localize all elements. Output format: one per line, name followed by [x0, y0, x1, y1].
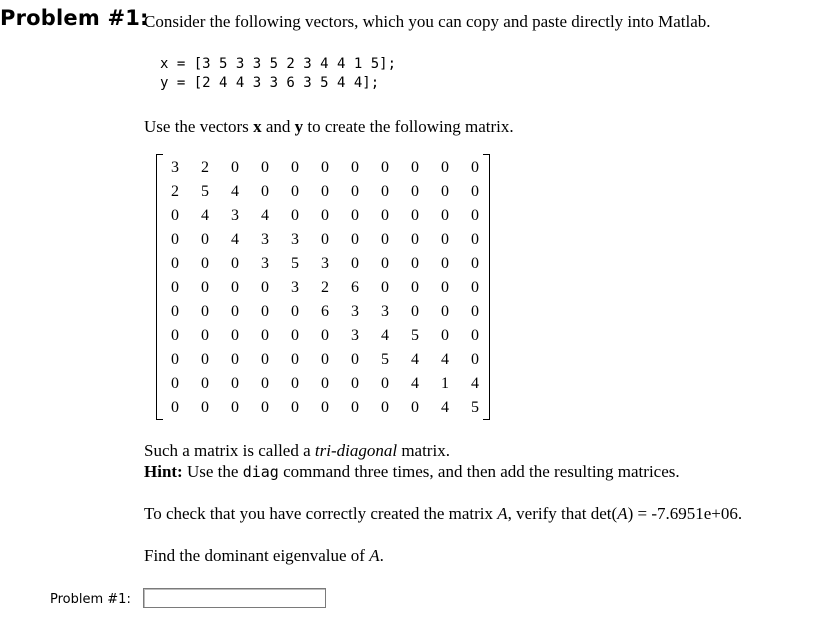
- matrix-cell: 0: [321, 159, 329, 176]
- matrix-cell: 0: [231, 255, 239, 272]
- matrix-cell: 0: [261, 327, 269, 344]
- matrix-cell: 0: [261, 183, 269, 200]
- matrix-cell: 0: [291, 159, 299, 176]
- matrix-cell: 0: [321, 207, 329, 224]
- matrix-cell: 0: [291, 207, 299, 224]
- matrix-cell: 0: [381, 159, 389, 176]
- problem-intro: Consider the following vectors, which you can copy and paste directly into Matlab.: [144, 12, 711, 31]
- matrix-cell: 0: [471, 183, 479, 200]
- matrix-cell: 0: [171, 303, 179, 320]
- matrix-cell: 5: [381, 351, 389, 368]
- matrix-cell: 4: [231, 183, 239, 200]
- matrix-cell: 0: [171, 207, 179, 224]
- matrix-cell: 0: [471, 207, 479, 224]
- matrix-cell: 3: [291, 231, 299, 248]
- matrix-cell: 0: [231, 351, 239, 368]
- use-vectors-text: Use the vectors x and y to create the following matrix.: [144, 117, 514, 136]
- matrix-cell: 0: [381, 207, 389, 224]
- matrix-cell: 3: [261, 231, 269, 248]
- problem-title: Problem #1:: [0, 6, 149, 30]
- matrix-cell: 0: [381, 183, 389, 200]
- matrix-cell: 2: [201, 159, 209, 176]
- matrix-cell: 0: [171, 351, 179, 368]
- matrix-cell: 0: [231, 159, 239, 176]
- answer-label: Problem #1:: [50, 592, 131, 607]
- matrix-cell: 0: [471, 279, 479, 296]
- matrix-cell: 0: [261, 399, 269, 416]
- matrix-cell: 4: [381, 327, 389, 344]
- matrix-cell: 5: [201, 183, 209, 200]
- matrix-cell: 0: [351, 351, 359, 368]
- answer-input[interactable]: [143, 588, 326, 608]
- matrix-cell: 4: [411, 375, 419, 392]
- matrix-cell: 0: [471, 159, 479, 176]
- matrix-cell: 0: [351, 183, 359, 200]
- diag-code: diag: [242, 463, 279, 481]
- matrix-cell: 0: [201, 327, 209, 344]
- matrix-cell: 4: [441, 351, 449, 368]
- matrix-cell: 0: [441, 231, 449, 248]
- matrix-cell: 0: [411, 159, 419, 176]
- matrix-cell: 0: [291, 327, 299, 344]
- matrix-cell: 0: [321, 351, 329, 368]
- matrix-cell: 1: [441, 375, 449, 392]
- matrix-cell: 3: [381, 303, 389, 320]
- matrix-cell: 0: [351, 231, 359, 248]
- matrix-cell: 0: [171, 375, 179, 392]
- matrix-cell: 4: [261, 207, 269, 224]
- matrix-cell: 0: [201, 351, 209, 368]
- matrix-cell: 0: [321, 231, 329, 248]
- matrix-cell: 0: [201, 375, 209, 392]
- matrix-grid: [160, 156, 490, 420]
- matrix-cell: 0: [441, 183, 449, 200]
- matrix-cell: 2: [171, 183, 179, 200]
- matrix-cell: 0: [441, 303, 449, 320]
- matrix-cell: 0: [261, 351, 269, 368]
- matrix-cell: 0: [231, 375, 239, 392]
- matrix-cell: 0: [411, 279, 419, 296]
- matrix-cell: 0: [201, 255, 209, 272]
- matrix-cell: 3: [321, 255, 329, 272]
- matrix-cell: 0: [261, 303, 269, 320]
- matrix-cell: 4: [471, 375, 479, 392]
- matrix-cell: 0: [471, 255, 479, 272]
- matrix-cell: 0: [291, 183, 299, 200]
- matrix-cell: 0: [471, 303, 479, 320]
- matrix-cell: 0: [321, 399, 329, 416]
- matrix-cell: 0: [411, 183, 419, 200]
- matrix-cell: 2: [321, 279, 329, 296]
- matrix-cell: 0: [441, 255, 449, 272]
- matrix-cell: 0: [201, 399, 209, 416]
- matrix-cell: 0: [351, 399, 359, 416]
- matrix-cell: 0: [231, 327, 239, 344]
- matrix-cell: 0: [201, 231, 209, 248]
- matrix-cell: 0: [471, 231, 479, 248]
- matrix-cell: 0: [261, 375, 269, 392]
- matrix-cell: 0: [261, 159, 269, 176]
- matrix-cell: 0: [351, 375, 359, 392]
- matrix-cell: 0: [291, 351, 299, 368]
- matrix-cell: 6: [351, 279, 359, 296]
- matrix-cell: 5: [471, 399, 479, 416]
- matrix-cell: 0: [351, 255, 359, 272]
- matrix-cell: 0: [381, 375, 389, 392]
- matrix-cell: 3: [291, 279, 299, 296]
- matrix-cell: 0: [351, 159, 359, 176]
- matrix-cell: 0: [171, 255, 179, 272]
- matrix-cell: 0: [411, 303, 419, 320]
- matrix-cell: 0: [261, 279, 269, 296]
- matrix-cell: 0: [381, 399, 389, 416]
- matrix-cell: 0: [171, 399, 179, 416]
- matrix-cell: 3: [351, 303, 359, 320]
- matrix-cell: 0: [471, 351, 479, 368]
- matrix-cell: 0: [201, 279, 209, 296]
- matrix-cell: 0: [471, 327, 479, 344]
- matrix-cell: 6: [321, 303, 329, 320]
- matrix-cell: 0: [411, 399, 419, 416]
- matrix-cell: 0: [441, 207, 449, 224]
- code-vector-x: x = [3 5 3 3 5 2 3 4 4 1 5];: [160, 56, 397, 72]
- matrix-cell: 0: [411, 255, 419, 272]
- matrix-cell: 4: [441, 399, 449, 416]
- matrix-cell: 0: [231, 279, 239, 296]
- tridiagonal-matrix: [156, 154, 490, 420]
- matrix-cell: 0: [171, 327, 179, 344]
- matrix-cell: 3: [351, 327, 359, 344]
- matrix-cell: 0: [201, 303, 209, 320]
- matrix-cell: 4: [231, 231, 239, 248]
- matrix-cell: 0: [321, 375, 329, 392]
- matrix-cell: 3: [231, 207, 239, 224]
- such-matrix-text: Such a matrix is called a tri-diagonal matrix.: [144, 441, 450, 460]
- matrix-cell: 0: [231, 399, 239, 416]
- matrix-cell: 0: [321, 183, 329, 200]
- find-eigenvalue-text: Find the dominant eigenvalue of A.: [144, 546, 384, 565]
- matrix-cell: 4: [411, 351, 419, 368]
- matrix-cell: 0: [171, 231, 179, 248]
- matrix-cell: 0: [411, 207, 419, 224]
- matrix-cell: 3: [261, 255, 269, 272]
- matrix-cell: 0: [351, 207, 359, 224]
- matrix-cell: 0: [291, 303, 299, 320]
- matrix-cell: 0: [381, 255, 389, 272]
- hint-text: Hint: Use the diag command three times, and then add the resulting matrices.: [144, 462, 680, 481]
- matrix-cell: 0: [441, 327, 449, 344]
- code-vector-y: y = [2 4 4 3 3 6 3 5 4 4];: [160, 75, 380, 91]
- matrix-cell: 4: [201, 207, 209, 224]
- matrix-cell: 0: [411, 231, 419, 248]
- matrix-cell: 0: [381, 231, 389, 248]
- matrix-cell: 0: [171, 279, 179, 296]
- matrix-cell: 5: [291, 255, 299, 272]
- matrix-cell: 5: [411, 327, 419, 344]
- check-determinant-text: To check that you have correctly created the matrix A, verify that det(A) = -7.6951e+06.: [144, 504, 743, 523]
- matrix-cell: 3: [171, 159, 179, 176]
- matrix-cell: 0: [291, 399, 299, 416]
- matrix-cell: 0: [441, 159, 449, 176]
- matrix-cell: 0: [291, 375, 299, 392]
- matrix-cell: 0: [321, 327, 329, 344]
- matrix-cell: 0: [441, 279, 449, 296]
- matrix-cell: 0: [381, 279, 389, 296]
- matrix-cell: 0: [231, 303, 239, 320]
